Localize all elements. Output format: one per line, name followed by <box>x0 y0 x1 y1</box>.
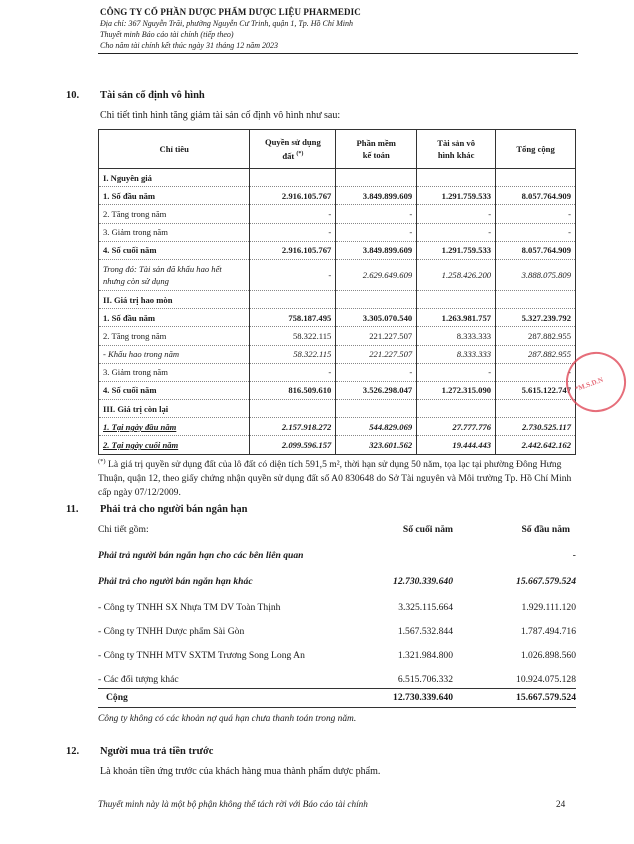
col-header-land-use-rights: Quyền sử dụng đất (*) <box>250 130 336 169</box>
report-period: Cho năm tài chính kết thúc ngày 31 tháng 12 năm 2023 <box>100 41 278 50</box>
section-12-title: Người mua trả tiền trước <box>100 746 214 757</box>
table-header-row <box>99 130 576 169</box>
note-text: Là giá trị quyền sử dụng đất của lô đất có diện tích 591,5 m², thời hạn sử dụng 50 năm, tọa lạc tại phường Đông Hưng Thuận, quận 12, theo giấy chứng nhận quyền sử dụng đất số A0 830648 do Sở Tài nguyên và Môi trường Tp. Hồ Chí Minh cấp ngày 07/12/2009. <box>98 459 572 499</box>
table-row: 3. Giảm trong năm - - - - <box>99 223 576 241</box>
table-row: III. Giá trị còn lại <box>99 400 576 418</box>
table-row: 1. Số đầu năm 758.187.495 3.305.070.540 1.263.981.757 5.327.239.792 <box>99 309 576 327</box>
section-10-intro: Chi tiết tình hình tăng giảm tài sản cố định vô hình như sau: <box>100 110 341 121</box>
col-header-beginning-of-year: Số đầu năm <box>521 524 570 535</box>
total-divider-bottom <box>98 707 576 708</box>
section-10-number: 10. <box>66 90 80 101</box>
section-12-text: Là khoản tiền ứng trước của khách hàng mua thành phẩm dược phẩm. <box>100 766 381 777</box>
col-header-software: Phần mềm kế toán <box>336 130 417 169</box>
section-12-number: 12. <box>66 746 80 757</box>
table-row: 2. Tăng trong năm - - - - <box>99 205 576 223</box>
company-name: CÔNG TY CỔ PHẦN DƯỢC PHẨM DƯỢC LIỆU PHARMEDIC <box>100 7 361 17</box>
section-11-number: 11. <box>66 504 79 515</box>
intangible-assets-table <box>98 129 576 455</box>
header-divider <box>98 53 578 54</box>
page-number: 24 <box>556 799 566 809</box>
table-row: 2. Tại ngày cuối năm 2.099.596.157 323.601.562 19.444.443 2.442.642.162 <box>99 436 576 454</box>
table-row: 3. Giảm trong năm - - - - <box>99 363 576 381</box>
table-row: Phải trả người bán ngắn hạn cho các bên liên quan - <box>98 550 576 561</box>
land-use-rights-note <box>98 455 576 500</box>
footer-note: Thuyết minh này là một bộ phận không thể tách rời với Báo cáo tài chính <box>98 799 368 809</box>
note-marker: (*) <box>98 458 106 465</box>
table-header-row <box>98 524 576 542</box>
table-row: II. Giá trị hao mòn <box>99 290 576 308</box>
table-row: Trong đó: Tài sản đã khấu hao hết nhưng còn sử dụng - 2.629.649.609 1.258.426.200 3.888.075.809 <box>99 259 576 290</box>
table-row: - Công ty TNHH Dược phẩm Sài Gòn 1.567.532.844 1.787.494.716 <box>98 626 576 637</box>
col-header-other-intangibles: Tài sản vô hình khác <box>417 130 496 169</box>
table-row: I. Nguyên giá <box>99 169 576 187</box>
section-11-title: Phải trả cho người bán ngắn hạn <box>100 504 248 515</box>
col-header-item: Chỉ tiêu <box>99 130 250 169</box>
table-row: - Khấu hao trong năm 58.322.115 221.227.507 8.333.333 287.882.955 <box>99 345 576 363</box>
section-11-note: Công ty không có các khoản nợ quá hạn chưa thanh toán trong năm. <box>98 714 357 724</box>
total-row: Cộng 12.730.339.640 15.667.579.524 <box>106 692 576 703</box>
table-row: Phải trả cho người bán ngắn hạn khác 12.730.339.640 15.667.579.524 <box>98 576 576 587</box>
table-row: 4. Số cuối năm 816.509.610 3.526.298.047 1.272.315.090 5.615.122.747 <box>99 381 576 399</box>
table-row: 2. Tăng trong năm 58.322.115 221.227.507 8.333.333 287.882.955 <box>99 327 576 345</box>
table-row: - Công ty TNHH SX Nhựa TM DV Toàn Thịnh 3.325.115.664 1.929.111.120 <box>98 602 576 613</box>
col-header-end-of-year: Số cuối năm <box>402 524 453 535</box>
table-row: 1. Tại ngày đầu năm 2.157.918.272 544.829.069 27.777.776 2.730.525.117 <box>99 418 576 436</box>
total-divider-top <box>98 688 576 689</box>
table-row: 1. Số đầu năm 2.916.105.767 3.849.899.609 1.291.759.533 8.057.764.909 <box>99 187 576 205</box>
company-seal-stamp: *M.S.D.N <box>558 344 634 421</box>
table-row: - Các đối tượng khác 6.515.706.332 10.924.075.128 <box>98 674 576 685</box>
table-row: - Công ty TNHH MTV SXTM Trương Song Long An 1.321.984.800 1.026.898.560 <box>98 650 576 661</box>
report-subtitle: Thuyết minh Báo cáo tài chính (tiếp theo) <box>100 30 234 39</box>
report-header-info <box>100 18 353 51</box>
company-address: Địa chỉ: 367 Nguyễn Trãi, phường Nguyễn Cư Trinh, quận 1, Tp. Hồ Chí Minh <box>100 19 354 28</box>
section-10-title: Tài sản cố định vô hình <box>100 90 205 101</box>
table-row: 4. Số cuối năm 2.916.105.767 3.849.899.609 1.291.759.533 8.057.764.909 <box>99 241 576 259</box>
col-header-total: Tổng cộng <box>496 130 576 169</box>
section-11-intro: Chi tiết gồm: <box>98 524 149 535</box>
